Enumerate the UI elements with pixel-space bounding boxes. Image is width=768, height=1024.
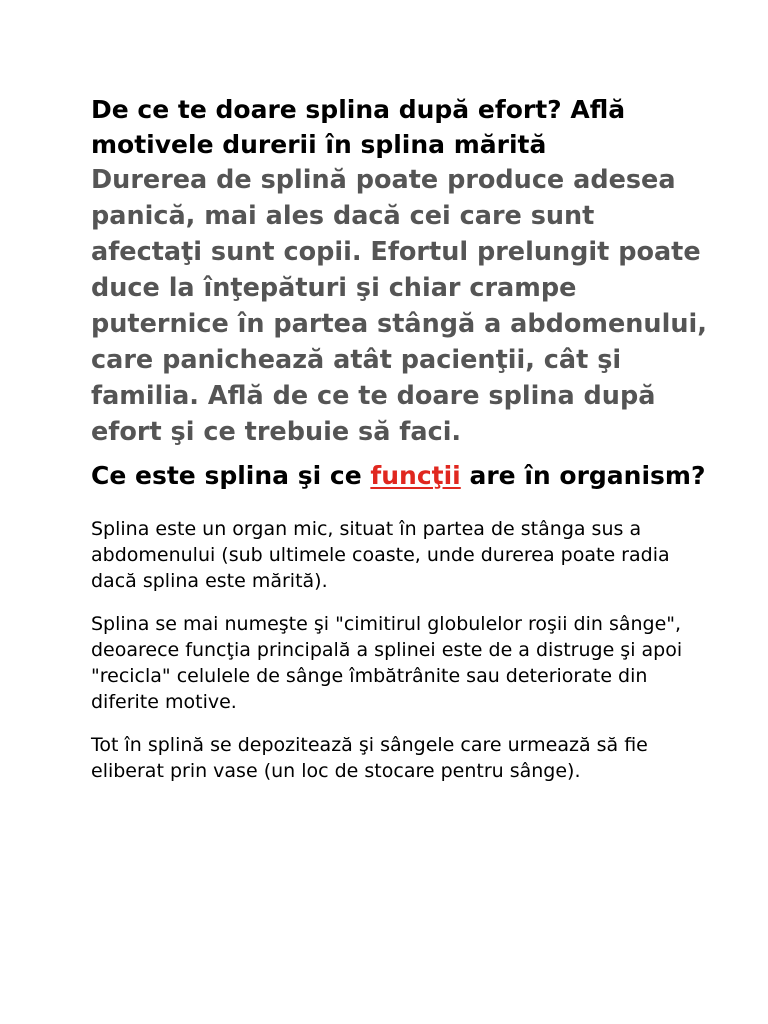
paragraph-1: Splina este un organ mic, situat în partea de stânga sus a abdomenului (sub ultimele coaste, unde durerea poate radia dacă splina este mărită).	[91, 518, 670, 592]
article-title: De ce te doare splina după efort? Află motivele durerii în splina mărită	[91, 95, 626, 159]
functii-link[interactable]: funcţii	[370, 461, 461, 490]
paragraph-3: Tot în splină se depozitează şi sângele care urmează să fie eliberat prin vase (un loc de stocare pentru sânge).	[91, 734, 648, 782]
section-heading	[91, 458, 708, 494]
paragraph-2: Splina se mai numeşte şi "cimitirul globulelor roşii din sânge", deoarece funcţia principală a splinei este de a distruge şi apoi "recicla" celulele de sânge îmbătrânite sau deteriorate din diferite motive.	[91, 613, 683, 713]
section-heading-start: Ce este splina şi ce	[91, 461, 371, 490]
article-lead: Durerea de splină poate produce adesea panică, mai ales dacă cei care sunt afectaţi sunt copii. Efortul prelungit poate duce la înţepături şi chiar crampe puternice în partea stângă a abdomenului, care panichează atât pacienţii, cât şi familia. Află de ce te doare splina după efort şi ce trebuie să faci.	[91, 165, 707, 447]
section-heading-end: are în organism?	[460, 461, 706, 490]
